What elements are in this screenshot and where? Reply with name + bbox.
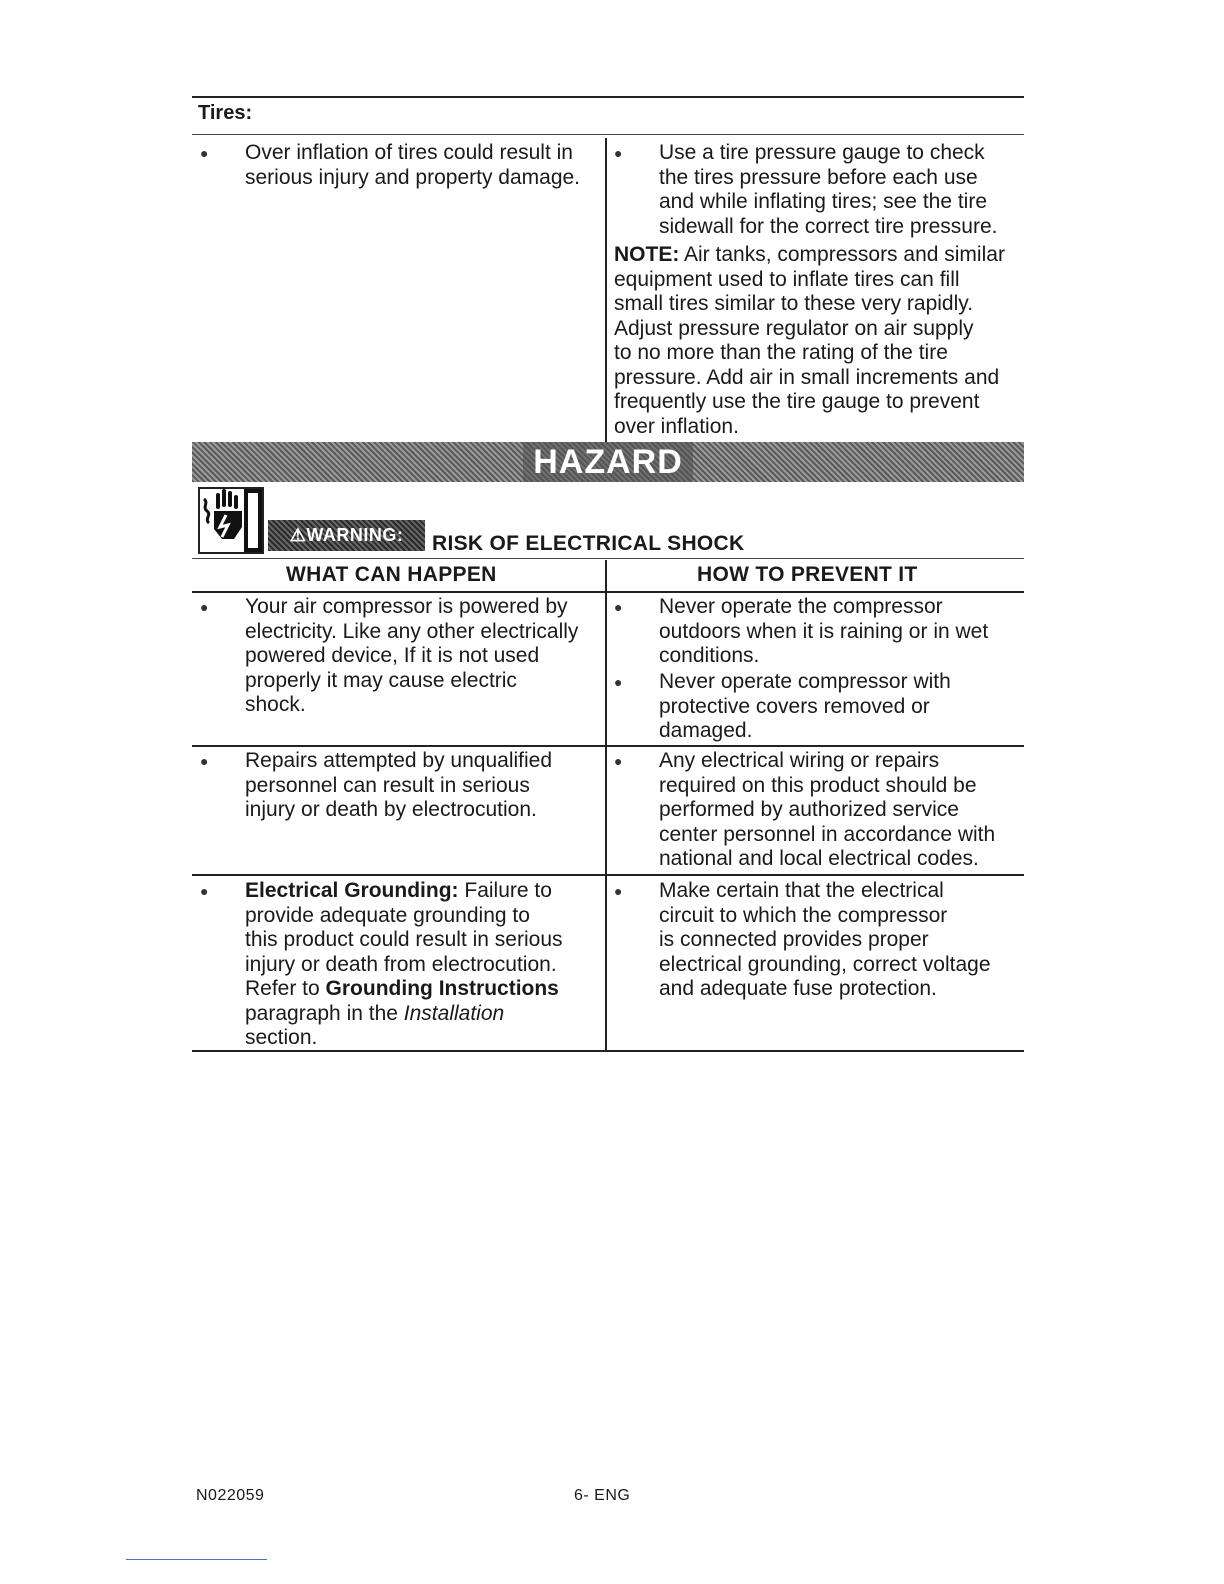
bullet: ● [200, 145, 209, 161]
row3-how-text: Make certain that the electrical circuit to which the compressor is connected provides proper electrical grounding, correct voltage and adequate fuse protection. [659, 879, 991, 1000]
bullet: ● [614, 145, 623, 161]
bullet: ● [614, 883, 623, 899]
top-rule [192, 96, 1024, 98]
table-column-divider [605, 560, 607, 1050]
tires-risk-text: Over inflation of tires could result in serious injury and property damage. [245, 141, 581, 189]
row2-how-text: Any electrical wiring or repairs required on this product should be performed by authorized service center personnel in accordance with national and local electrical codes. [659, 749, 996, 870]
tires-prevent-text: Use a tire pressure gauge to check the tires pressure before each use and while inflating tires; see the tire sidewall for the correct tire pressure. [659, 141, 998, 238]
bullet: ● [614, 674, 623, 690]
hazard-banner-text: HAZARD [523, 442, 693, 482]
header-bottom-rule [192, 591, 1024, 593]
tires-header-rule [192, 134, 1024, 135]
grounding-label: Electrical Grounding: [245, 879, 459, 902]
row2-what-text: Repairs attempted by unqualified personnel can result in serious injury or death by electrocution. [245, 749, 553, 821]
tires-note: NOTE: Air tanks, compressors and similar equipment used to inflate tires can fill small tires similar to these very rapidly. Adjust pressure regulator on air supply to no more than the rating of the tire pressure. Add air in small increments and frequently use the tire gauge to prevent over inflation. [614, 243, 1005, 438]
grounding-instructions-ref: Grounding Instructions [325, 977, 559, 1000]
row1-how-text-a: Never operate the compressor outdoors when it is raining or in wet conditions. [659, 595, 989, 667]
page-number: 6- ENG [574, 1487, 631, 1504]
warning-badge: ⚠WARNING: [268, 520, 425, 551]
row2-bottom-rule [192, 874, 1024, 876]
bullet: ● [614, 599, 623, 615]
column-header-what: WHAT CAN HAPPEN [286, 563, 497, 586]
risk-title: RISK OF ELECTRICAL SHOCK [432, 532, 745, 555]
row1-how-text-b: Never operate compressor with protective covers removed or damaged. [659, 670, 951, 742]
installation-ref: Installation [403, 1001, 505, 1025]
note-label: NOTE: [614, 243, 680, 266]
bullet: ● [200, 753, 209, 769]
hazard-banner [192, 442, 1024, 482]
table-bottom-rule [192, 1050, 1024, 1052]
row1-bottom-rule [192, 745, 1024, 747]
row1-what-text: Your air compressor is powered by electricity. Like any other electrically powered device, If it is not used properly it may cause electric shock. [245, 595, 579, 716]
tires-title: Tires: [198, 102, 253, 124]
footer-link-underline [126, 1559, 267, 1560]
tires-column-divider [605, 138, 607, 442]
row3-what-text: Electrical Grounding: Failure to provide adequate grounding to this product could result in serious injury or death from electrocution. Refer to Grounding Instructions paragraph in the Installation section. [245, 879, 563, 1049]
table-top-rule [192, 558, 1024, 559]
electrical-shock-hand-icon [198, 487, 264, 554]
bullet: ● [200, 883, 209, 899]
column-header-how: HOW TO PREVENT IT [697, 563, 918, 586]
document-code: N022059 [196, 1487, 265, 1504]
bullet: ● [614, 753, 623, 769]
bullet: ● [200, 599, 209, 615]
